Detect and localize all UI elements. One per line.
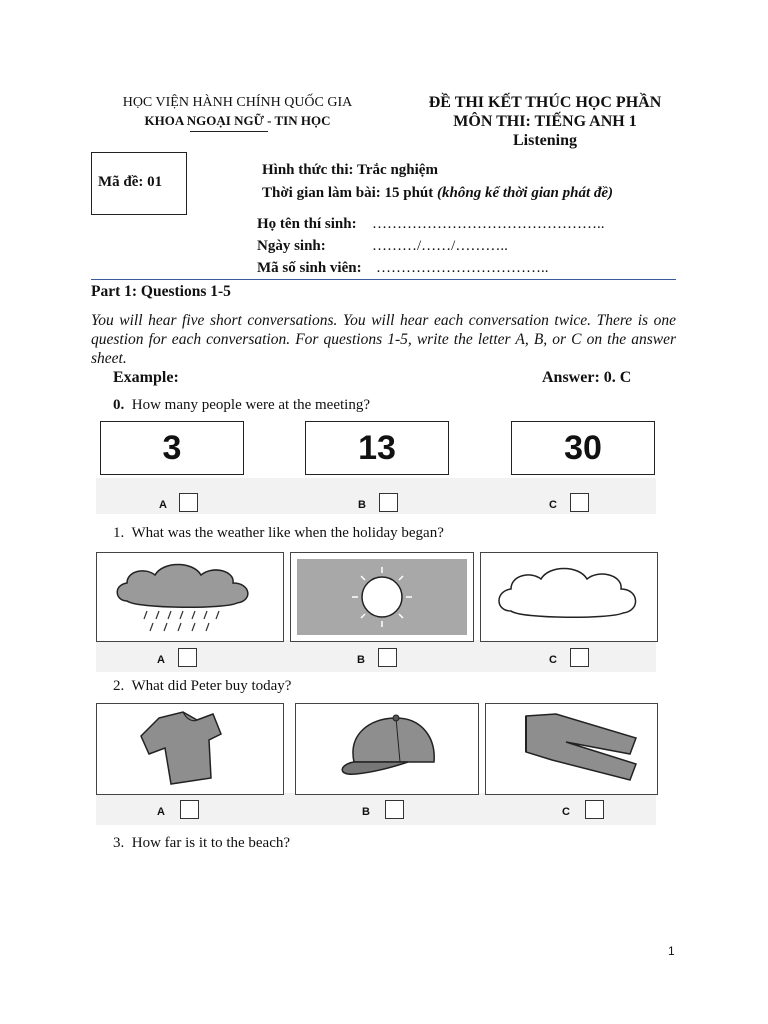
candidate-name-label: Họ tên thí sinh: [257, 216, 357, 232]
option-letter-c: C [549, 654, 557, 666]
cap-icon [296, 704, 478, 794]
checkbox-0a[interactable] [179, 493, 198, 512]
question-0 [113, 397, 370, 414]
instructions: You will hear five short conversations. You will hear each conversation twice. There is one question for each conversation. For questions 1-5, write the letter A, B, or C on the answer sheet. [91, 312, 676, 367]
example-label: Example: [113, 369, 179, 386]
option-a-number: 3 [100, 421, 244, 475]
page-number: 1 [668, 944, 675, 958]
rain-cloud-icon [97, 553, 283, 641]
exam-time-text: Thời gian làm bài: 15 phút [262, 185, 434, 201]
question-number: 1. [113, 525, 125, 541]
exam-time-note: (không kể thời gian phát đề) [437, 185, 614, 201]
question-text: How far is it to the beach? [131, 835, 291, 851]
option-letter-a: A [159, 499, 167, 511]
student-id-field[interactable]: …………………………….. [376, 260, 549, 276]
trousers-icon [486, 704, 657, 794]
exam-format: Hình thức thi: Trắc nghiệm [262, 162, 438, 178]
checkbox-1b[interactable] [378, 648, 397, 667]
checkbox-2c[interactable] [585, 800, 604, 819]
option-letter-b: B [358, 499, 366, 511]
checkbox-1a[interactable] [178, 648, 197, 667]
option-b-number: 13 [305, 421, 449, 475]
tshirt-icon [97, 704, 283, 794]
checkbox-2a[interactable] [180, 800, 199, 819]
student-id-label: Mã số sinh viên: [257, 260, 362, 276]
institution-name: HỌC VIỆN HÀNH CHÍNH QUỐC GIA [122, 95, 353, 110]
option-a-picture [96, 552, 284, 642]
exam-skill: Listening [512, 132, 577, 149]
question-2 [113, 678, 291, 695]
exam-subject: MÔN THI: TIẾNG ANH 1 [453, 113, 637, 130]
divider-line [91, 279, 676, 280]
option-letter-b: B [362, 806, 370, 818]
option-c-number: 30 [511, 421, 655, 475]
exam-title: ĐỀ THI KẾT THÚC HỌC PHẦN [428, 94, 662, 111]
part-title: Part 1: Questions 1-5 [91, 283, 231, 300]
checkbox-0c[interactable] [570, 493, 589, 512]
question-number: 2. [113, 678, 125, 694]
exam-code-box [91, 152, 187, 215]
exam-code: Mã đề: 01 [98, 174, 163, 190]
cloud-icon [481, 553, 657, 641]
option-c-picture [480, 552, 658, 642]
option-b-picture [295, 703, 479, 795]
exam-time [262, 185, 613, 202]
dob-field[interactable]: ………/……/……….. [372, 238, 508, 254]
example-answer: Answer: 0. C [542, 369, 632, 386]
dob-label: Ngày sinh: [257, 238, 326, 254]
option-letter-c: C [549, 499, 557, 511]
checkbox-1c[interactable] [570, 648, 589, 667]
option-a-picture [96, 703, 284, 795]
faculty-name: KHOA NGOẠI NGỮ - TIN HỌC [144, 113, 331, 128]
option-letter-a: A [157, 654, 165, 666]
checkbox-2b[interactable] [385, 800, 404, 819]
candidate-name-field[interactable]: ……………………………………….. [372, 216, 605, 232]
option-letter-a: A [157, 806, 165, 818]
option-letter-c: C [562, 806, 570, 818]
question-3 [113, 835, 290, 852]
question-number: 0. [113, 397, 125, 413]
option-b-picture [290, 552, 474, 642]
question-number: 3. [113, 835, 125, 851]
option-letter-b: B [357, 654, 365, 666]
question-text: What did Peter buy today? [131, 678, 292, 694]
question-text: How many people were at the meeting? [131, 397, 370, 413]
sun-icon [291, 553, 473, 641]
question-text: What was the weather like when the holiday began? [131, 525, 444, 541]
question-1 [113, 525, 444, 542]
option-c-picture [485, 703, 658, 795]
faculty-underline [190, 131, 268, 132]
checkbox-0b[interactable] [379, 493, 398, 512]
